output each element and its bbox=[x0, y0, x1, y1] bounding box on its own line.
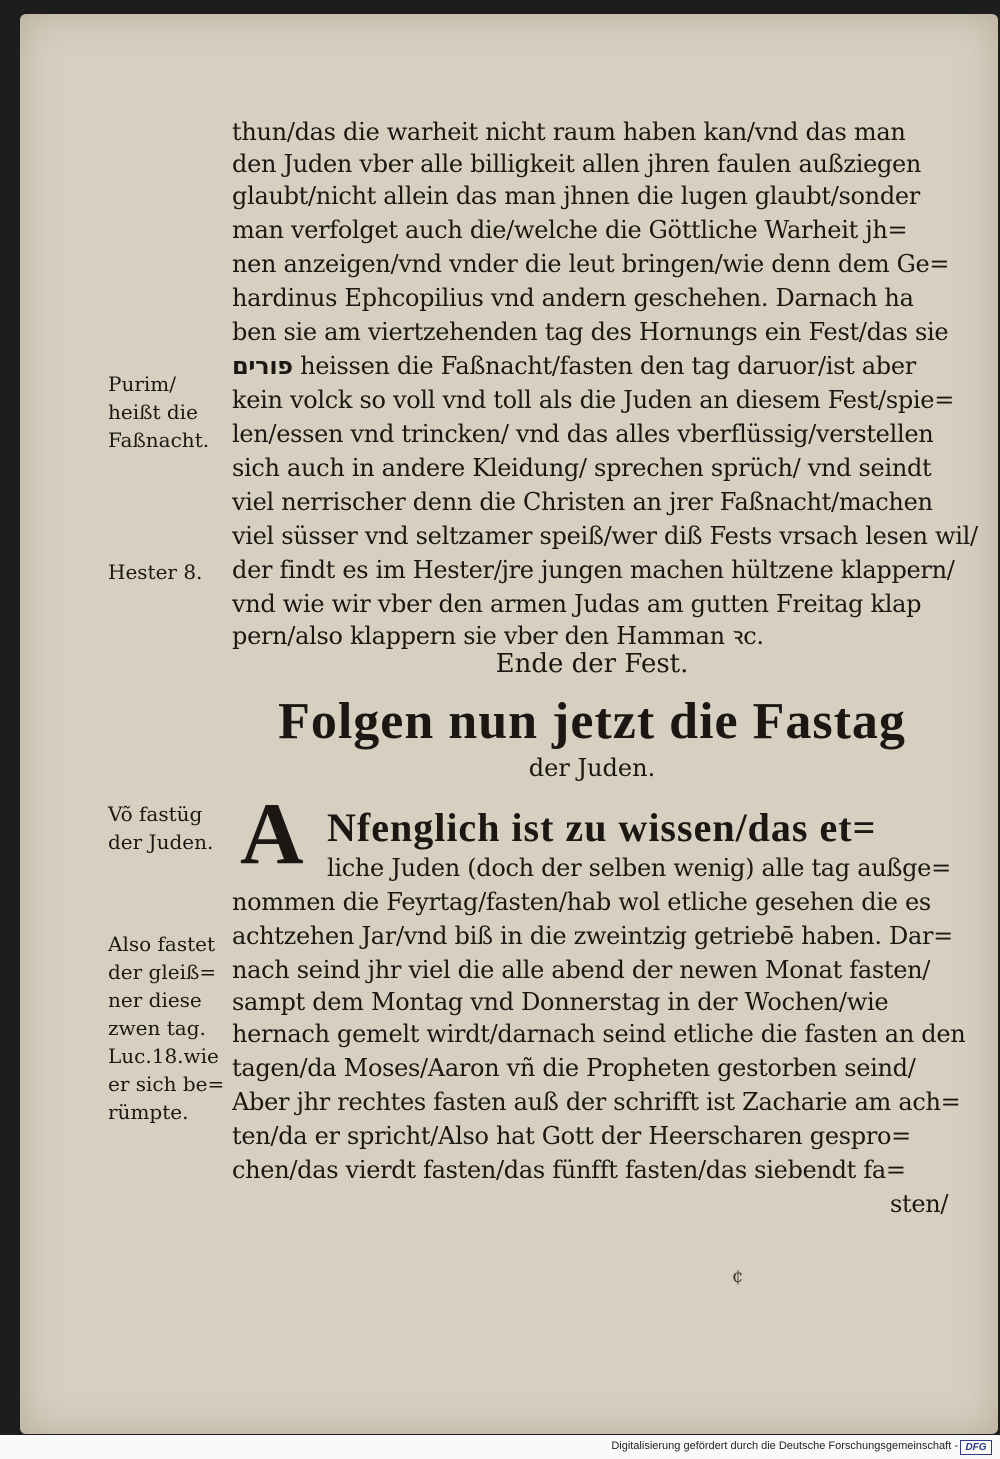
note-line: er sich be= bbox=[108, 1072, 225, 1096]
note-line: Faßnacht. bbox=[108, 428, 210, 452]
marginal-note-fasting bbox=[108, 800, 242, 856]
text-line: chen/das vierdt fasten/das fünfft fasten/das siebendt fa= bbox=[232, 1156, 906, 1184]
note-line: Luc.18.wie bbox=[108, 1044, 219, 1068]
text-line: sich auch in andere Kleidung/ sprechen sprüch/ vnd seindt bbox=[232, 454, 932, 482]
text-line: achtzehen Jar/vnd biß in die zweintzig getriebē haben. Dar= bbox=[232, 922, 953, 950]
note-line: Also fastet bbox=[108, 932, 216, 956]
text-line: hernach gemelt wirdt/darnach seind etliche die fasten an den bbox=[232, 1020, 966, 1048]
text-line: hardinus Ephcopilius vnd andern geschehen. Darnach ha bbox=[232, 284, 914, 312]
catchword: sten/ bbox=[890, 1190, 949, 1218]
text-line: tagen/da Moses/Aaron vñ die Propheten gestorben seind/ bbox=[232, 1054, 916, 1082]
note-line: zwen tag. bbox=[108, 1016, 206, 1040]
text-line: ben sie am viertzehenden tag des Hornungs ein Fest/das sie bbox=[232, 318, 949, 346]
text-line: ten/da er spricht/Also hat Gott der Heerscharen gespro= bbox=[232, 1122, 911, 1150]
note-line: Hester 8. bbox=[108, 560, 203, 584]
text-line: pern/also klappern sie vber den Hamman ꝛc. bbox=[232, 622, 764, 650]
text-line: glaubt/nicht allein das man jhnen die lugen glaubt/sonder bbox=[232, 182, 920, 210]
text-line: viel nerrischer denn die Christen an jrer Faßnacht/machen bbox=[232, 488, 933, 516]
text-line: der findt es im Hester/jre jungen machen hültzene klappern/ bbox=[232, 556, 955, 584]
text-line: Aber jhr rechtes fasten auß der schrifft ist Zacharie am ach= bbox=[232, 1088, 961, 1116]
marginal-note-pharisee bbox=[108, 930, 242, 1126]
chapter-heading: Folgen nun jetzt die Fastag bbox=[278, 693, 906, 750]
text-line: kein volck so voll vnd toll als die Juden an diesem Fest/spie= bbox=[232, 386, 955, 414]
text-line: man verfolget auch die/welche die Göttliche Warheit jh= bbox=[232, 216, 908, 244]
note-line: Purim/ bbox=[108, 372, 176, 396]
note-line: heißt die bbox=[108, 400, 198, 424]
text-line: viel süsser vnd seltzamer speiß/wer diß Fests vrsach lesen wil/ bbox=[232, 522, 978, 550]
text-line: nommen die Feyrtag/fasten/hab wol etliche gesehen die es bbox=[232, 888, 931, 916]
note-line: der Juden. bbox=[108, 830, 214, 854]
text-line: nach seind jhr viel die alle abend der newen Monat fasten/ bbox=[232, 956, 931, 984]
hebrew-word: פורים bbox=[232, 352, 293, 380]
text-line: den Juden vber alle billigkeit allen jhren faulen außziegen bbox=[232, 150, 922, 178]
drop-cap-initial: A bbox=[240, 786, 304, 883]
text-line: vnd wie wir vber den armen Judas am gutten Freitag klap bbox=[232, 590, 922, 618]
stray-mark: ¢ bbox=[732, 1266, 744, 1287]
marginal-note-purim bbox=[108, 370, 242, 454]
text-line-rest: heissen die Faßnacht/fasten den tag daruor/ist aber bbox=[292, 352, 916, 380]
text-line bbox=[232, 350, 952, 382]
text-line: sampt dem Montag vnd Donnerstag in der Wochen/wie bbox=[232, 988, 889, 1016]
text-line: liche Juden (doch der selben wenig) alle tag außge= bbox=[327, 854, 951, 882]
chapter-subheading: der Juden. bbox=[528, 754, 656, 782]
text-line: len/essen vnd trincken/ vnd das alles vberflüssig/verstellen bbox=[232, 420, 934, 448]
digitization-credit: Digitalisierung gefördert durch die Deutsche Forschungsgemeinschaft - bbox=[611, 1440, 958, 1452]
section-end-title: Ende der Fest. bbox=[495, 649, 689, 679]
note-line: ner diese bbox=[108, 988, 202, 1012]
intro-line: Nfenglich ist zu wissen/das et= bbox=[327, 805, 877, 850]
note-line: Võ fastüg bbox=[108, 802, 203, 826]
dfg-logo-icon: DFG bbox=[960, 1440, 992, 1455]
text-line: nen anzeigen/vnd vnder die leut bringen/wie denn dem Ge= bbox=[232, 250, 950, 278]
note-line: der gleiß= bbox=[108, 960, 217, 984]
text-line: thun/das die warheit nicht raum haben kan/vnd das man bbox=[232, 118, 906, 146]
note-line: rümpte. bbox=[108, 1100, 189, 1124]
marginal-note-hester bbox=[108, 558, 242, 586]
